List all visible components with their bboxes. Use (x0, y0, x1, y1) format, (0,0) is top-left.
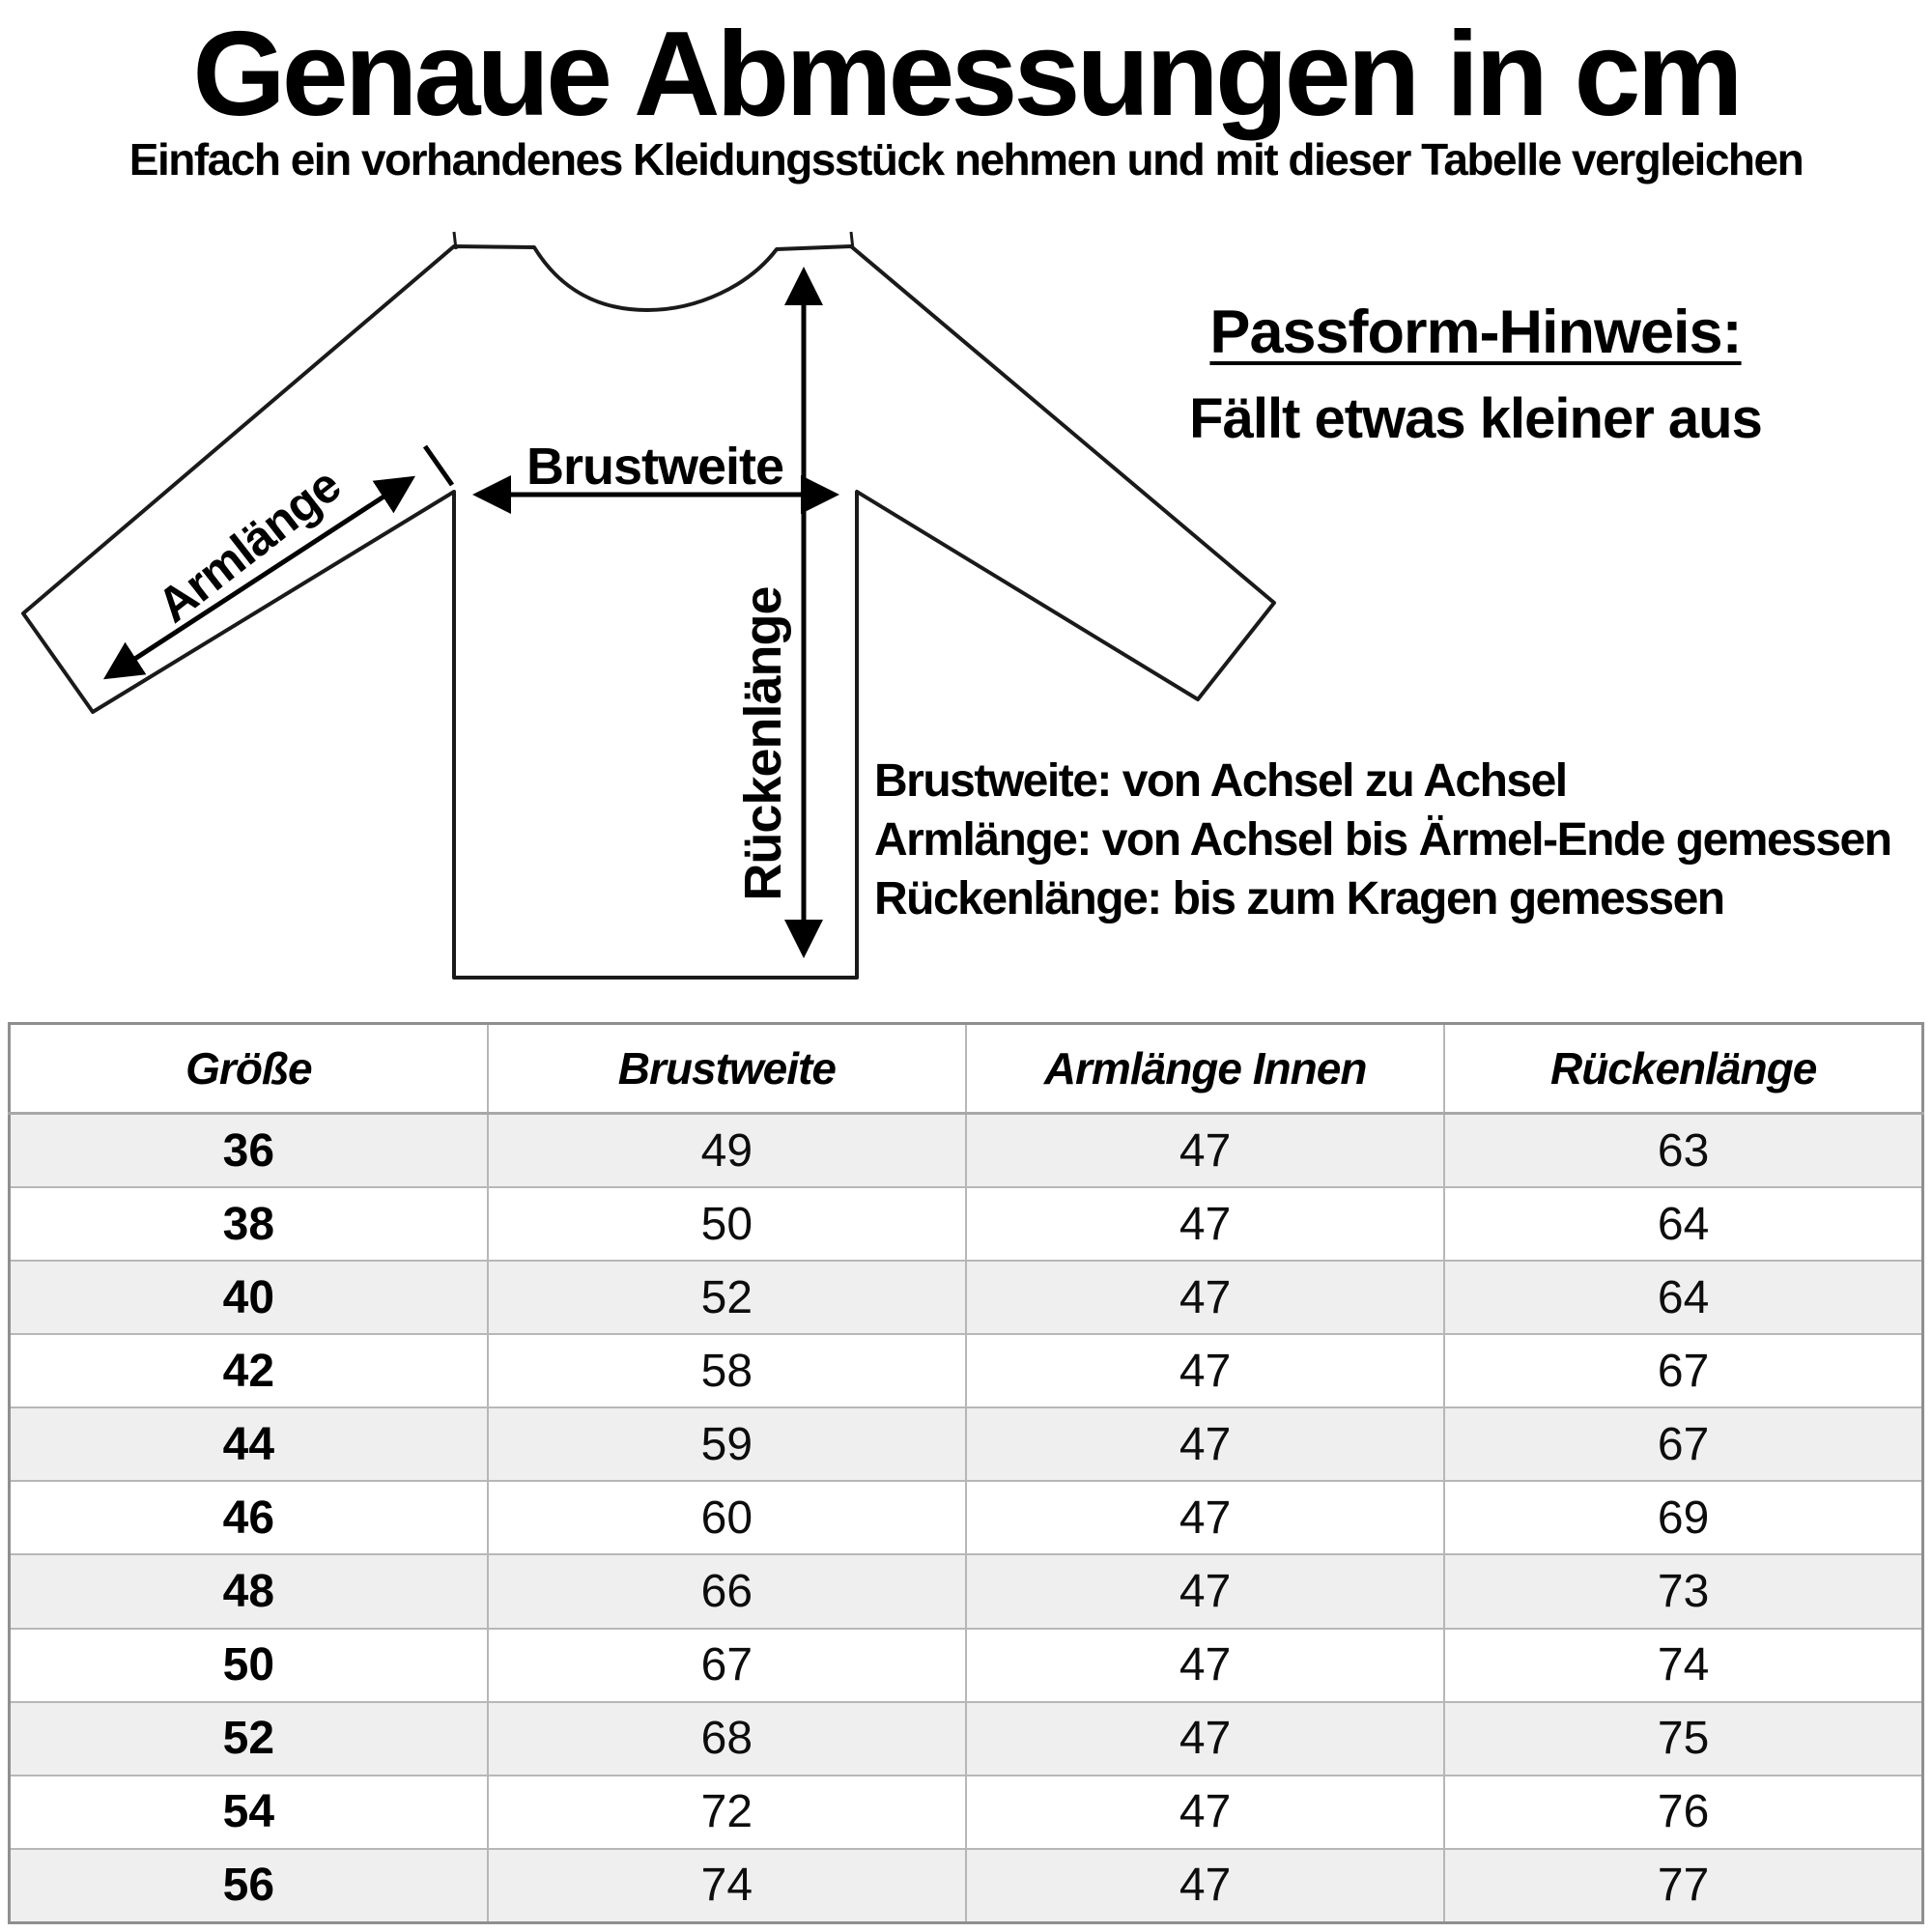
table-row (10, 1261, 1923, 1334)
fit-note-heading: Passform-Hinweis: (1209, 298, 1742, 366)
armlaenge-cell: 47 (966, 1849, 1444, 1923)
size-cell: 54 (10, 1776, 488, 1849)
brustweite-cell: 74 (488, 1849, 966, 1923)
rueckenlaenge-cell: 73 (1444, 1554, 1922, 1628)
rueckenlaenge-cell: 64 (1444, 1187, 1922, 1261)
size-cell: 40 (10, 1261, 488, 1334)
armlaenge-cell: 47 (966, 1187, 1444, 1261)
size-table (8, 1022, 1924, 1924)
rueckenlaenge-cell: 67 (1444, 1407, 1922, 1481)
size-cell: 46 (10, 1481, 488, 1554)
size-cell: 56 (10, 1849, 488, 1923)
brustweite-cell: 67 (488, 1629, 966, 1702)
armlaenge-cell: 47 (966, 1261, 1444, 1334)
armlaenge-cell: 47 (966, 1554, 1444, 1628)
brustweite-label: Brustweite (526, 438, 784, 496)
rueckenlaenge-cell: 67 (1444, 1334, 1922, 1407)
page-title: Genaue Abmessungen in cm (192, 8, 1740, 141)
legend-line-armlaenge: Armlänge: von Achsel bis Ärmel-Ende gemessen (874, 814, 1891, 866)
table-row (10, 1481, 1923, 1554)
rueckenlaenge-label: Rückenlänge (734, 586, 792, 901)
size-cell: 48 (10, 1554, 488, 1628)
size-cell: 44 (10, 1407, 488, 1481)
table-row (10, 1702, 1923, 1776)
measurement-legend (874, 752, 1891, 928)
armlaenge-cell: 47 (966, 1481, 1444, 1554)
table-row (10, 1629, 1923, 1702)
rueckenlaenge-cell: 76 (1444, 1776, 1922, 1849)
rueckenlaenge-cell: 64 (1444, 1261, 1922, 1334)
header-rueckenlaenge: Rückenlänge (1444, 1024, 1922, 1114)
legend-line-rueckenlaenge: Rückenlänge: bis zum Kragen gemessen (874, 873, 1724, 924)
header-groesse: Größe (10, 1024, 488, 1114)
table-row (10, 1187, 1923, 1261)
table-row (10, 1407, 1923, 1481)
size-cell: 50 (10, 1629, 488, 1702)
armlaenge-cell: 47 (966, 1702, 1444, 1776)
fit-note-text: Fällt etwas kleiner aus (1189, 387, 1762, 450)
rueckenlaenge-cell: 75 (1444, 1702, 1922, 1776)
shoulder-notch-left (454, 232, 456, 249)
brustweite-cell: 68 (488, 1702, 966, 1776)
legend-line-brustweite: Brustweite: von Achsel zu Achsel (874, 755, 1567, 807)
fit-note (1019, 298, 1932, 451)
armlaenge-cell: 47 (966, 1114, 1444, 1188)
header-brustweite: Brustweite (488, 1024, 966, 1114)
table-row (10, 1849, 1923, 1923)
brustweite-cell: 52 (488, 1261, 966, 1334)
rueckenlaenge-cell: 77 (1444, 1849, 1922, 1923)
size-table-header-row (10, 1024, 1923, 1114)
size-cell: 36 (10, 1114, 488, 1188)
brustweite-cell: 49 (488, 1114, 966, 1188)
shoulder-notch-right (851, 232, 853, 249)
table-row (10, 1776, 1923, 1849)
brustweite-cell: 72 (488, 1776, 966, 1849)
brustweite-cell: 50 (488, 1187, 966, 1261)
brustweite-cell: 59 (488, 1407, 966, 1481)
armlaenge-label: Armlänge (147, 458, 351, 634)
rueckenlaenge-cell: 63 (1444, 1114, 1922, 1188)
table-row (10, 1334, 1923, 1407)
size-cell: 52 (10, 1702, 488, 1776)
brustweite-cell: 60 (488, 1481, 966, 1554)
armlaenge-cell: 47 (966, 1776, 1444, 1849)
size-cell: 38 (10, 1187, 488, 1261)
size-cell: 42 (10, 1334, 488, 1407)
armlaenge-cell: 47 (966, 1629, 1444, 1702)
table-row (10, 1114, 1923, 1188)
brustweite-cell: 66 (488, 1554, 966, 1628)
rueckenlaenge-cell: 69 (1444, 1481, 1922, 1554)
armlaenge-cell: 47 (966, 1407, 1444, 1481)
header-armlaenge-innen: Armlänge Innen (966, 1024, 1444, 1114)
page-subtitle: Einfach ein vorhandenes Kleidungsstück nehmen und mit dieser Tabelle vergleichen (128, 134, 1804, 185)
table-row (10, 1554, 1923, 1628)
armlaenge-cell: 47 (966, 1334, 1444, 1407)
rueckenlaenge-cell: 74 (1444, 1629, 1922, 1702)
brustweite-cell: 58 (488, 1334, 966, 1407)
